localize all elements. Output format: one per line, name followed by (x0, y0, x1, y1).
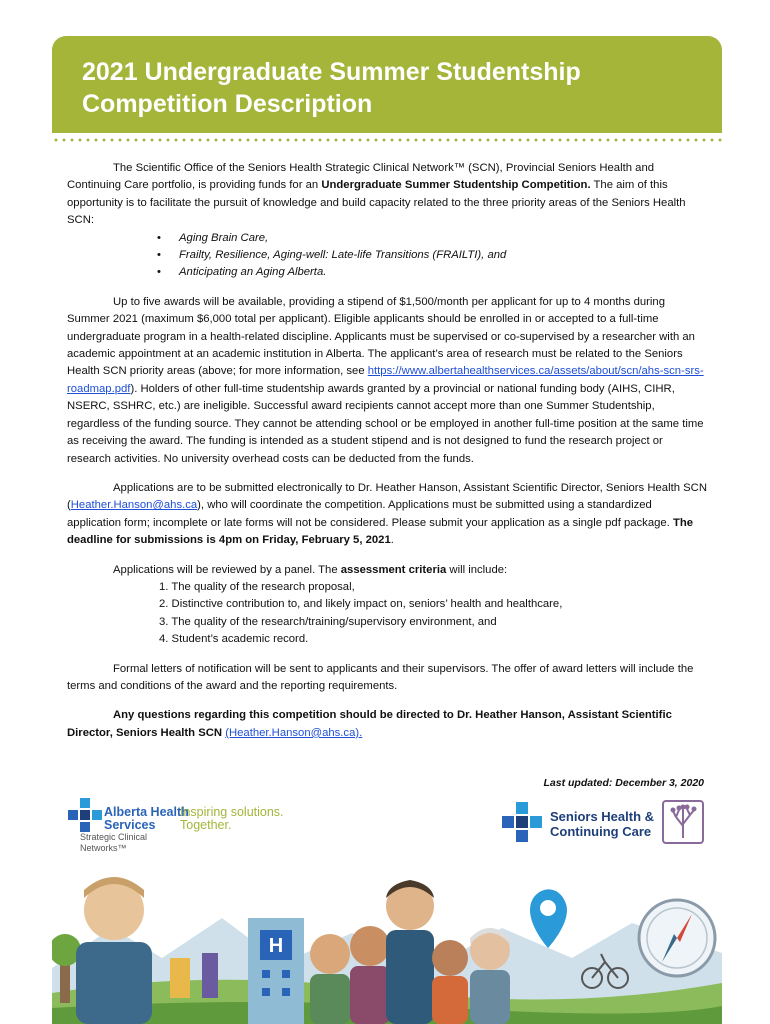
svg-text:H: H (268, 935, 284, 957)
document-body (67, 160, 707, 754)
review-paragraph (67, 562, 707, 579)
review-text: Applications will be reviewed by a panel. The (113, 563, 341, 576)
community-illustration (52, 858, 722, 1024)
email-link[interactable]: Heather.Hanson@ahs.ca (70, 499, 198, 512)
priority-areas-list (67, 230, 707, 282)
awards-paragraph (67, 294, 707, 468)
review-text-end: will include: (446, 563, 508, 576)
tree-graphic (664, 802, 702, 842)
questions-paragraph (67, 707, 707, 742)
deadline-text: The deadline for submissions is 4pm on Friday, February 5, 2021 (67, 516, 694, 547)
intro-paragraph (67, 160, 707, 230)
criteria-list (67, 579, 707, 649)
ahs-subtitle (80, 832, 147, 854)
awards-text-end: ). Holders of other full-time studentship awards granted by a provincial or national funding body (AIHS, CIHR, NSERC, SSHRC, etc.) are ineligible. Successful award recipients cannot accept more than one Summer Studentship, regardless of the funding source. They cannot be attending school or be employed in another full-time position at the same time as receiving the award. The funding is intended as a student stipend and is not designed to fund the research project or research activities. No university overhead costs can be deducted from the funds. (67, 382, 704, 465)
ahs-name-line: Alberta Health (104, 805, 189, 819)
seniors-health-logo (500, 800, 710, 850)
criteria-bold: assessment criteria (340, 563, 447, 576)
ahs-logo (68, 798, 308, 858)
priority-area-item: • Frailty, Resilience, Aging-well: Late-life Transitions (FRAILTI), and (179, 247, 707, 264)
applications-text: Applications are to be submitted electronically to Dr. Heather Hanson, Assistant Scientific Director, Seniors Health SCN ( (67, 481, 707, 512)
questions-bold: Any questions regarding this competition should be directed to Dr. Heather Hanson, Assistant Scientific Director, Seniors Health SCN (67, 709, 672, 739)
shcc-name-line: Seniors Health & (550, 809, 655, 824)
questions-email-link[interactable]: (Heather.Hanson@ahs.ca). (225, 726, 363, 739)
ahs-name (104, 806, 189, 832)
ahs-tagline (180, 806, 284, 832)
shcc-name (550, 809, 654, 839)
criteria-item: 1. The quality of the research proposal, (159, 580, 355, 593)
dotted-divider (52, 137, 722, 143)
priority-area-item: • Aging Brain Care, (179, 230, 707, 247)
page-title: 2021 Undergraduate Summer Studentship Competition Description (82, 58, 581, 118)
tree-icon (662, 800, 704, 844)
ahs-tagline-line: Together. (180, 818, 232, 832)
applications-text-end: . (390, 534, 394, 547)
intro-text: The Scientific Office of the Seniors Health Strategic Clinical Network™ (SCN), Provincial Seniors Health and Continuing Care portfolio, is providing funds for an (67, 162, 655, 192)
last-updated: Last updated: December 3, 2020 (543, 777, 704, 789)
notification-paragraph: Formal letters of notification will be sent to applicants and their supervisors. The offer of award letters will include the terms and conditions of the award and the reporting requirements. (67, 662, 694, 692)
applications-text-mid: ), who will coordinate the competition. Applications must be submitted using a standardized application form; incomplete or late forms will not be considered. Please submit your application as a single pdf package. (67, 499, 673, 529)
criteria-item: 4. Student’s academic record. (159, 633, 309, 646)
intro-text-end: The aim of this opportunity is to facilitate the pursuit of knowledge and build capacity related to the three priority areas of the Seniors Health SCN: (67, 179, 686, 227)
intro-bold: Undergraduate Summer Studentship Competition. (321, 179, 591, 192)
title-banner (52, 36, 722, 133)
awards-text: Up to five awards will be available, providing a stipend of $1,500/month per applicant for up to 4 months during Summer 2021 (maximum $6,000 total per applicant). Eligible applicants should be enrolled in or accepted to a full-time undergraduate program in a health-related discipline. Applicants must be supervised or co-supervised by a researcher with an academic appointment at an academic institution in Alberta. The applicant’s area of research must be related to the Seniors Health SCN priority areas (above; for more information, see (67, 295, 695, 378)
criteria-item: 2. Distinctive contribution to, and likely impact on, seniors’ health and healthcare, (159, 598, 563, 611)
roadmap-link[interactable]: https://www.albertahealthservices.ca/assets/about/scn/ahs-scn-srs-roadmap.pdf (67, 365, 704, 395)
shcc-name-line: Continuing Care (550, 824, 652, 839)
ahs-cross-icon (68, 798, 102, 832)
criteria-item: 3. The quality of the research/training/supervisory environment, and (159, 615, 497, 628)
ahs-name-line: Services (104, 818, 156, 832)
applications-paragraph (67, 480, 707, 550)
ahs-sub-line: Strategic Clinical (80, 832, 148, 842)
ahs-sub-line: Networks™ (80, 843, 127, 853)
shcc-cross-icon (500, 802, 544, 842)
ahs-tagline-line: Inspiring solutions. (180, 805, 284, 819)
priority-area-item: • Anticipating an Aging Alberta. (179, 264, 707, 281)
